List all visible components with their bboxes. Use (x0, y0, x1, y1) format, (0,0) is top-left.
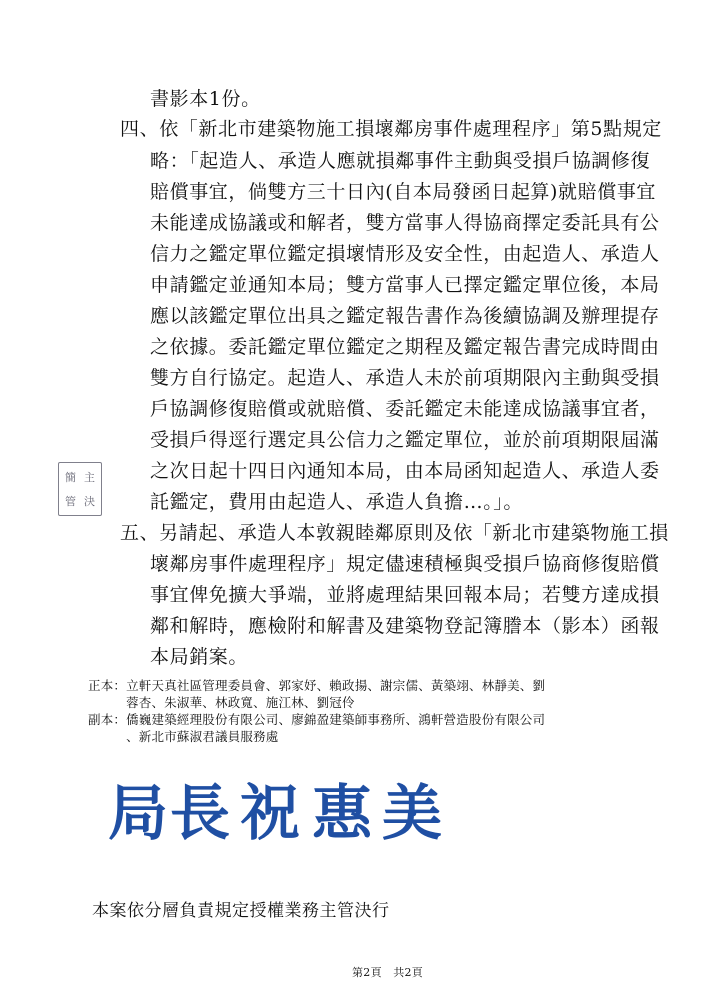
signature-char: 惠 (312, 779, 372, 849)
delegation-note: 本案依分層負責規定授權業務主管決行 (92, 901, 390, 921)
body-line: 事宜俾免擴大爭端，並將處理結果回報本局；若雙方達成損 (150, 584, 660, 606)
body-line: 之依據。委託鑑定單位鑑定之期程及鑑定報告書完成時間由 (150, 336, 660, 358)
body-line: 信力之鑑定單位鑑定損壞情形及安全性，由起造人、承造人 (150, 243, 660, 265)
signature-char: 長 (170, 779, 230, 849)
body-line: 託鑑定，費用由起造人、承造人負擔…。」。 (150, 491, 524, 513)
seal-char: 決 (84, 495, 95, 508)
body-line: 本局銷案。 (150, 646, 249, 668)
director-signature (108, 778, 448, 860)
signature-char: 祝 (240, 779, 300, 849)
body-line: 申請鑑定並通知本局；雙方當事人已擇定鑑定單位後，本局 (150, 274, 660, 296)
body-line: 鄰和解時，應檢附和解書及建築物登記簿謄本（影本）函報 (150, 615, 660, 637)
seal-char: 管 (65, 495, 76, 508)
body-line: 未能達成協議或和解者，雙方當事人得協商擇定委託具有公 (150, 212, 660, 234)
body-line: 壞鄰房事件處理程序」規定儘速積極與受損戶協商修復賠償 (150, 553, 660, 575)
body-line: 受損戶得逕行選定具公信力之鑑定單位，並於前項期限屆滿 (150, 429, 660, 451)
body-line: 雙方自行協定。起造人、承造人未於前項期限內主動與受損 (150, 367, 660, 389)
body-line: 戶協調修復賠償或就賠償、委託鑑定未能達成協議事宜者， (150, 398, 660, 420)
body-line: 四、依「新北市建築物施工損壞鄰房事件處理程序」第5點規定 (120, 118, 662, 140)
body-line: 應以該鑑定單位出具之鑑定報告書作為後續協調及辦理提存 (150, 305, 660, 327)
recipient-line: 、新北市蘇淑君議員服務處 (88, 729, 279, 744)
recipient-line: 正本：立軒天真社區管理委員會、郭家妤、賴政揚、謝宗儒、黃築翊、林靜美、劉 (88, 678, 546, 693)
seal-stamp (58, 462, 102, 516)
seal-char: 簡 (65, 471, 76, 484)
signature-char: 局 (108, 779, 168, 849)
body-line: 賠償事宜，倘雙方三十日內(自本局發函日起算)就賠償事宜 (150, 181, 657, 203)
recipient-line: 蓉杏、朱淑華、林政寬、施江林、劉冠伶 (88, 695, 355, 710)
body-line: 略：「起造人、承造人應就損鄰事件主動與受損戶協調修復 (150, 150, 651, 172)
recipient-line: 副本：僑巍建築經理股份有限公司、廖錦盈建築師事務所、鴻軒營造股份有限公司 (88, 712, 546, 727)
body-line: 之次日起十四日內通知本局，由本局函知起造人、承造人委 (150, 460, 660, 482)
page-number: 第2頁 共2頁 (352, 966, 424, 979)
signature-char: 美 (382, 779, 442, 849)
body-line: 書影本1份。 (150, 88, 261, 110)
seal-char: 主 (84, 471, 95, 484)
body-line: 五、另請起、承造人本敦親睦鄰原則及依「新北市建築物施工損 (120, 522, 669, 544)
